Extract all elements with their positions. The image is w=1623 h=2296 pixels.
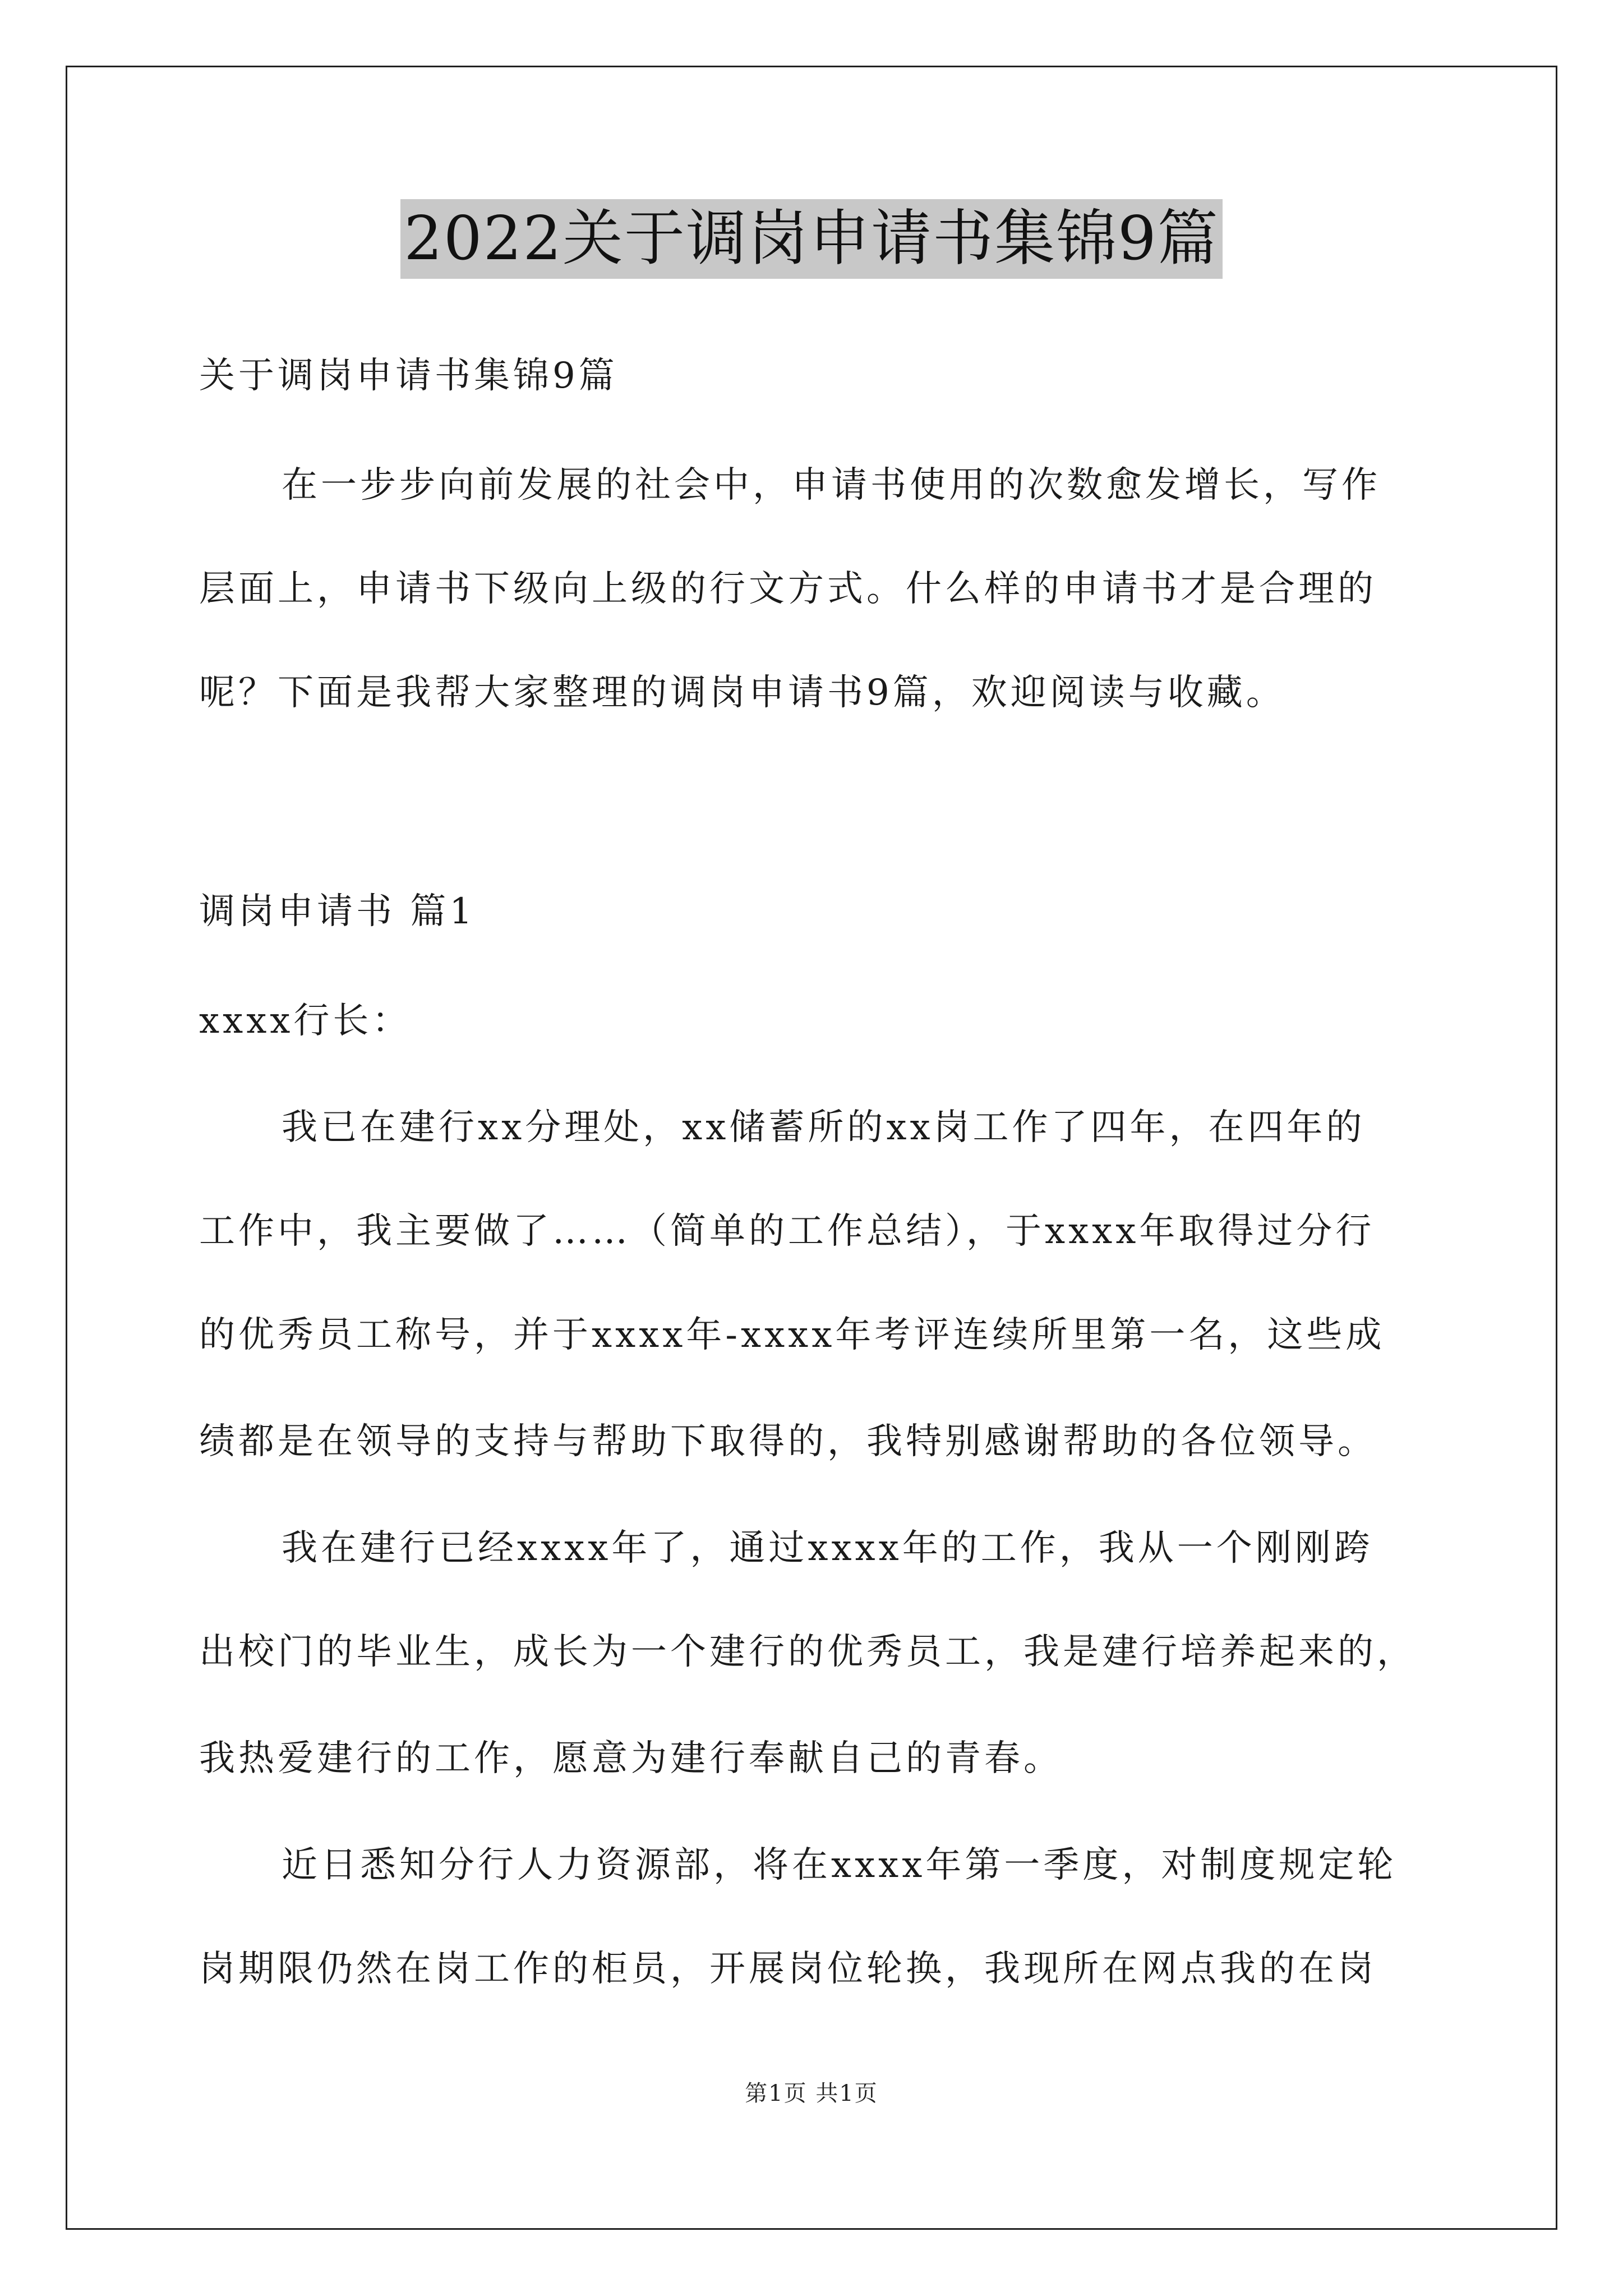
document-title: 2022关于调岗申请书集锦9篇 xyxy=(400,199,1223,279)
title-container xyxy=(0,199,1623,279)
section-heading: 调岗申请书 篇1 xyxy=(199,891,476,932)
body-line: 我在建行已经xxxx年了，通过xxxx年的工作，我从一个刚刚跨 xyxy=(282,1527,1373,1569)
document-subtitle: 关于调岗申请书集锦9篇 xyxy=(199,355,618,397)
body-line: 我热爱建行的工作，愿意为建行奉献自己的青春。 xyxy=(199,1738,1063,1779)
body-line: 绩都是在领导的支持与帮助下取得的，我特别感谢帮助的各位领导。 xyxy=(199,1421,1377,1462)
page-footer: 第1页 共1页 xyxy=(745,2081,878,2106)
body-line: 出校门的毕业生，成长为一个建行的优秀员工，我是建行培养起来的， xyxy=(199,1631,1416,1673)
salutation: xxxx行长： xyxy=(199,1000,412,1042)
intro-line: 呢？下面是我帮大家整理的调岗申请书9篇，欢迎阅读与收藏。 xyxy=(199,672,1285,714)
body-line: 工作中，我主要做了……（简单的工作总结），于xxxx年取得过分行 xyxy=(199,1211,1375,1252)
intro-line: 在一步步向前发展的社会中，申请书使用的次数愈发增长，写作 xyxy=(282,464,1381,506)
body-line: 的优秀员工称号，并于xxxx年-xxxx年考评连续所里第一名，这些成 xyxy=(199,1314,1385,1356)
body-line: 近日悉知分行人力资源部，将在xxxx年第一季度，对制度规定轮 xyxy=(282,1844,1397,1886)
body-line: 岗期限仍然在岗工作的柜员，开展岗位轮换，我现所在网点我的在岗 xyxy=(199,1948,1377,1990)
body-line: 我已在建行xx分理处，xx储蓄所的xx岗工作了四年，在四年的 xyxy=(282,1107,1366,1148)
intro-line: 层面上，申请书下级向上级的行文方式。什么样的申请书才是合理的 xyxy=(199,568,1377,610)
